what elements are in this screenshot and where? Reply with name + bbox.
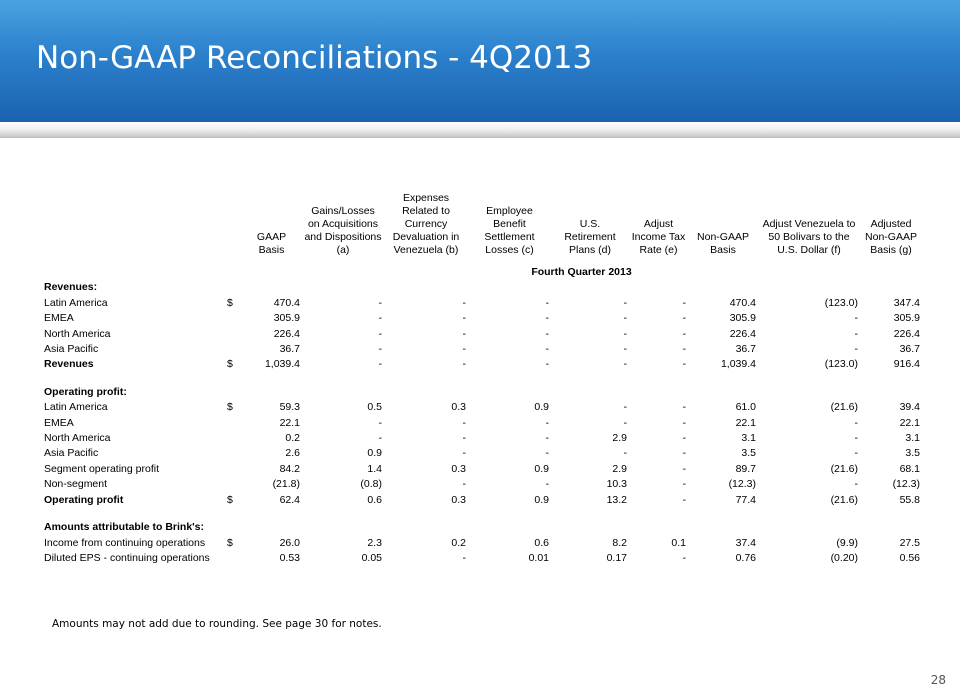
value-cell: - xyxy=(545,432,549,445)
value-cell: 26.0 xyxy=(279,536,300,549)
value-cell: - xyxy=(545,416,549,429)
row-label: EMEA xyxy=(44,416,74,429)
value-cell: - xyxy=(378,432,382,445)
value-cell: 89.7 xyxy=(735,462,756,475)
value-cell: - xyxy=(462,432,466,445)
table-row xyxy=(42,551,922,566)
value-cell: 0.2 xyxy=(285,432,300,445)
value-cell: - xyxy=(378,327,382,340)
table-row xyxy=(42,416,922,431)
value-cell: - xyxy=(682,493,686,506)
value-cell: 0.9 xyxy=(534,462,549,475)
revenues-rows xyxy=(42,296,922,373)
value-cell: 0.17 xyxy=(606,551,627,564)
value-cell: - xyxy=(462,478,466,491)
currency-symbol xyxy=(225,551,241,566)
spacer-row xyxy=(42,373,922,385)
currency-symbol xyxy=(225,311,241,326)
value-cell: 916.4 xyxy=(893,358,920,371)
value-cell: 0.01 xyxy=(528,551,549,564)
value-cell: - xyxy=(623,296,627,309)
table-row xyxy=(42,296,922,311)
value-cell: 226.4 xyxy=(893,327,920,340)
section-heading-row xyxy=(42,385,922,400)
amounts-rows xyxy=(42,536,922,567)
value-cell: 0.9 xyxy=(534,401,549,414)
value-cell: 22.1 xyxy=(735,416,756,429)
value-cell: - xyxy=(682,462,686,475)
value-cell: - xyxy=(378,416,382,429)
section-heading-operating-profit: Operating profit: xyxy=(44,385,127,398)
value-cell: 0.3 xyxy=(451,493,466,506)
row-label: Asia Pacific xyxy=(44,343,99,356)
value-cell: 0.05 xyxy=(361,551,382,564)
value-cell: 2.9 xyxy=(612,432,627,445)
value-cell: (21.6) xyxy=(830,401,858,414)
value-cell: - xyxy=(682,447,686,460)
value-cell: 1,039.4 xyxy=(720,358,756,371)
table-row xyxy=(42,327,922,342)
value-cell: - xyxy=(545,343,549,356)
table-row xyxy=(42,477,922,492)
row-label: North America xyxy=(44,432,111,445)
value-cell: (21.6) xyxy=(830,462,858,475)
value-cell: 347.4 xyxy=(893,296,920,309)
row-label: Operating profit xyxy=(44,493,124,506)
value-cell: (123.0) xyxy=(824,358,858,371)
value-cell: 0.76 xyxy=(735,551,756,564)
value-cell: 2.6 xyxy=(285,447,300,460)
value-cell: 10.3 xyxy=(606,478,627,491)
value-cell: 0.6 xyxy=(534,536,549,549)
table-row xyxy=(42,342,922,357)
value-cell: (12.3) xyxy=(728,478,756,491)
value-cell: - xyxy=(462,416,466,429)
value-cell: 470.4 xyxy=(273,296,300,309)
value-cell: 0.3 xyxy=(451,401,466,414)
currency-symbol xyxy=(225,477,241,492)
currency-symbol xyxy=(225,342,241,357)
value-cell: 0.9 xyxy=(367,447,382,460)
value-cell: 0.5 xyxy=(367,401,382,414)
currency-symbol: $ xyxy=(227,358,233,371)
value-cell: - xyxy=(682,416,686,429)
value-cell: 27.5 xyxy=(899,536,920,549)
value-cell: (9.9) xyxy=(836,536,858,549)
value-cell: (12.3) xyxy=(892,478,920,491)
value-cell: - xyxy=(623,343,627,356)
value-cell: 3.1 xyxy=(905,432,920,445)
column-header: Expenses Related to Currency Devaluation in Venezuela (b) xyxy=(392,192,460,256)
value-cell: - xyxy=(545,478,549,491)
value-cell: - xyxy=(682,551,686,564)
currency-symbol xyxy=(225,446,241,461)
section-heading-row xyxy=(42,520,922,535)
value-cell: - xyxy=(854,343,858,356)
value-cell: - xyxy=(378,296,382,309)
value-cell: - xyxy=(854,327,858,340)
table-row xyxy=(42,357,922,372)
column-header: Adjust Income Tax Rate (e) xyxy=(631,218,686,256)
value-cell: 470.4 xyxy=(729,296,756,309)
value-cell: - xyxy=(378,358,382,371)
value-cell: 226.4 xyxy=(273,327,300,340)
value-cell: 84.2 xyxy=(279,462,300,475)
row-label: EMEA xyxy=(44,312,74,325)
value-cell: 0.6 xyxy=(367,493,382,506)
currency-symbol xyxy=(225,416,241,431)
value-cell: (0.8) xyxy=(360,478,382,491)
value-cell: 0.9 xyxy=(534,493,549,506)
value-cell: 59.3 xyxy=(279,401,300,414)
column-header: Gains/Losses on Acquisitions and Dispositions (a) xyxy=(304,205,382,256)
section-heading-row xyxy=(42,280,922,295)
value-cell: 22.1 xyxy=(899,416,920,429)
currency-symbol: $ xyxy=(227,536,233,549)
page-number: 28 xyxy=(930,673,946,687)
value-cell: - xyxy=(682,478,686,491)
value-cell: 77.4 xyxy=(735,493,756,506)
value-cell: - xyxy=(854,416,858,429)
value-cell: 305.9 xyxy=(273,312,300,325)
spacer-row xyxy=(42,508,922,520)
value-cell: 55.8 xyxy=(899,493,920,506)
value-cell: 39.4 xyxy=(899,401,920,414)
value-cell: - xyxy=(854,432,858,445)
value-cell: - xyxy=(462,327,466,340)
table-row xyxy=(42,536,922,551)
value-cell: - xyxy=(545,296,549,309)
value-cell: - xyxy=(462,358,466,371)
value-cell: - xyxy=(623,416,627,429)
value-cell: - xyxy=(682,358,686,371)
value-cell: - xyxy=(682,296,686,309)
value-cell: 61.0 xyxy=(735,401,756,414)
row-label: Asia Pacific xyxy=(44,447,99,460)
operating-profit-rows xyxy=(42,400,922,508)
table-row xyxy=(42,462,922,477)
value-cell: - xyxy=(682,401,686,414)
section-heading-revenues: Revenues: xyxy=(44,281,98,294)
value-cell: 36.7 xyxy=(899,343,920,356)
value-cell: - xyxy=(623,358,627,371)
value-cell: 0.3 xyxy=(451,462,466,475)
table-row xyxy=(42,431,922,446)
value-cell: - xyxy=(462,312,466,325)
value-cell: 2.3 xyxy=(367,536,382,549)
section-heading-amounts: Amounts attributable to Brink's: xyxy=(44,521,205,534)
table-row xyxy=(42,493,922,508)
value-cell: 1,039.4 xyxy=(264,358,300,371)
value-cell: 0.1 xyxy=(671,536,686,549)
value-cell: 305.9 xyxy=(729,312,756,325)
row-label: Income from continuing operations xyxy=(44,536,206,549)
row-label: North America xyxy=(44,327,111,340)
value-cell: - xyxy=(623,312,627,325)
column-header: Non-GAAP Basis xyxy=(697,231,749,256)
banner-divider xyxy=(0,122,960,138)
value-cell: 0.53 xyxy=(279,551,300,564)
value-cell: 0.56 xyxy=(899,551,920,564)
value-cell: 68.1 xyxy=(899,462,920,475)
column-header: Employee Benefit Settlement Losses (c) xyxy=(484,205,535,256)
value-cell: - xyxy=(623,401,627,414)
value-cell: 3.1 xyxy=(741,432,756,445)
column-header: Adjusted Non-GAAP Basis (g) xyxy=(865,218,917,256)
row-label: Revenues xyxy=(44,358,94,371)
value-cell: 3.5 xyxy=(741,447,756,460)
currency-symbol xyxy=(225,327,241,342)
value-cell: (123.0) xyxy=(824,296,858,309)
value-cell: 36.7 xyxy=(735,343,756,356)
value-cell: - xyxy=(623,447,627,460)
value-cell: - xyxy=(854,447,858,460)
value-cell: - xyxy=(623,327,627,340)
row-label: Non-segment xyxy=(44,478,108,491)
footnote: Amounts may not add due to rounding. See page 30 for notes. xyxy=(52,618,382,630)
value-cell: 2.9 xyxy=(612,462,627,475)
value-cell: - xyxy=(462,343,466,356)
table-row xyxy=(42,400,922,415)
value-cell: - xyxy=(462,296,466,309)
value-cell: 22.1 xyxy=(279,416,300,429)
table-row xyxy=(42,446,922,461)
value-cell: - xyxy=(854,478,858,491)
currency-symbol xyxy=(225,462,241,477)
value-cell: 37.4 xyxy=(735,536,756,549)
period-label: Fourth Quarter 2013 xyxy=(531,266,632,278)
column-header: GAAP Basis xyxy=(256,231,287,256)
value-cell: - xyxy=(462,447,466,460)
row-label: Segment operating profit xyxy=(44,462,159,475)
currency-symbol xyxy=(225,431,241,446)
value-cell: - xyxy=(378,312,382,325)
value-cell: - xyxy=(682,327,686,340)
value-cell: - xyxy=(378,343,382,356)
value-cell: (0.20) xyxy=(830,551,858,564)
slide-title: Non-GAAP Reconciliations - 4Q2013 xyxy=(36,40,593,76)
value-cell: (21.6) xyxy=(830,493,858,506)
value-cell: - xyxy=(545,312,549,325)
value-cell: - xyxy=(854,312,858,325)
period-row xyxy=(42,259,922,280)
value-cell: - xyxy=(682,432,686,445)
column-header-row xyxy=(42,192,922,259)
value-cell: (21.8) xyxy=(272,478,300,491)
column-header: U.S. Retirement Plans (d) xyxy=(564,218,616,256)
value-cell: - xyxy=(682,343,686,356)
currency-symbol: $ xyxy=(227,493,233,506)
value-cell: - xyxy=(545,358,549,371)
row-label: Latin America xyxy=(44,296,108,309)
row-label: Diluted EPS - continuing operations xyxy=(44,551,210,564)
value-cell: 8.2 xyxy=(612,536,627,549)
currency-symbol: $ xyxy=(227,401,233,414)
currency-symbol: $ xyxy=(227,296,233,309)
value-cell: 305.9 xyxy=(893,312,920,325)
value-cell: 3.5 xyxy=(905,447,920,460)
value-cell: 1.4 xyxy=(367,462,382,475)
row-label: Latin America xyxy=(44,401,108,414)
column-header: Adjust Venezuela to 50 Bolivars to the U.S. Dollar (f) xyxy=(762,218,856,256)
reconciliation-table xyxy=(42,192,922,566)
value-cell: - xyxy=(545,447,549,460)
value-cell: 0.2 xyxy=(451,536,466,549)
value-cell: 13.2 xyxy=(606,493,627,506)
value-cell: - xyxy=(545,327,549,340)
value-cell: 36.7 xyxy=(279,343,300,356)
value-cell: 226.4 xyxy=(729,327,756,340)
value-cell: 62.4 xyxy=(279,493,300,506)
value-cell: - xyxy=(462,551,466,564)
value-cell: - xyxy=(682,312,686,325)
table-row xyxy=(42,311,922,326)
